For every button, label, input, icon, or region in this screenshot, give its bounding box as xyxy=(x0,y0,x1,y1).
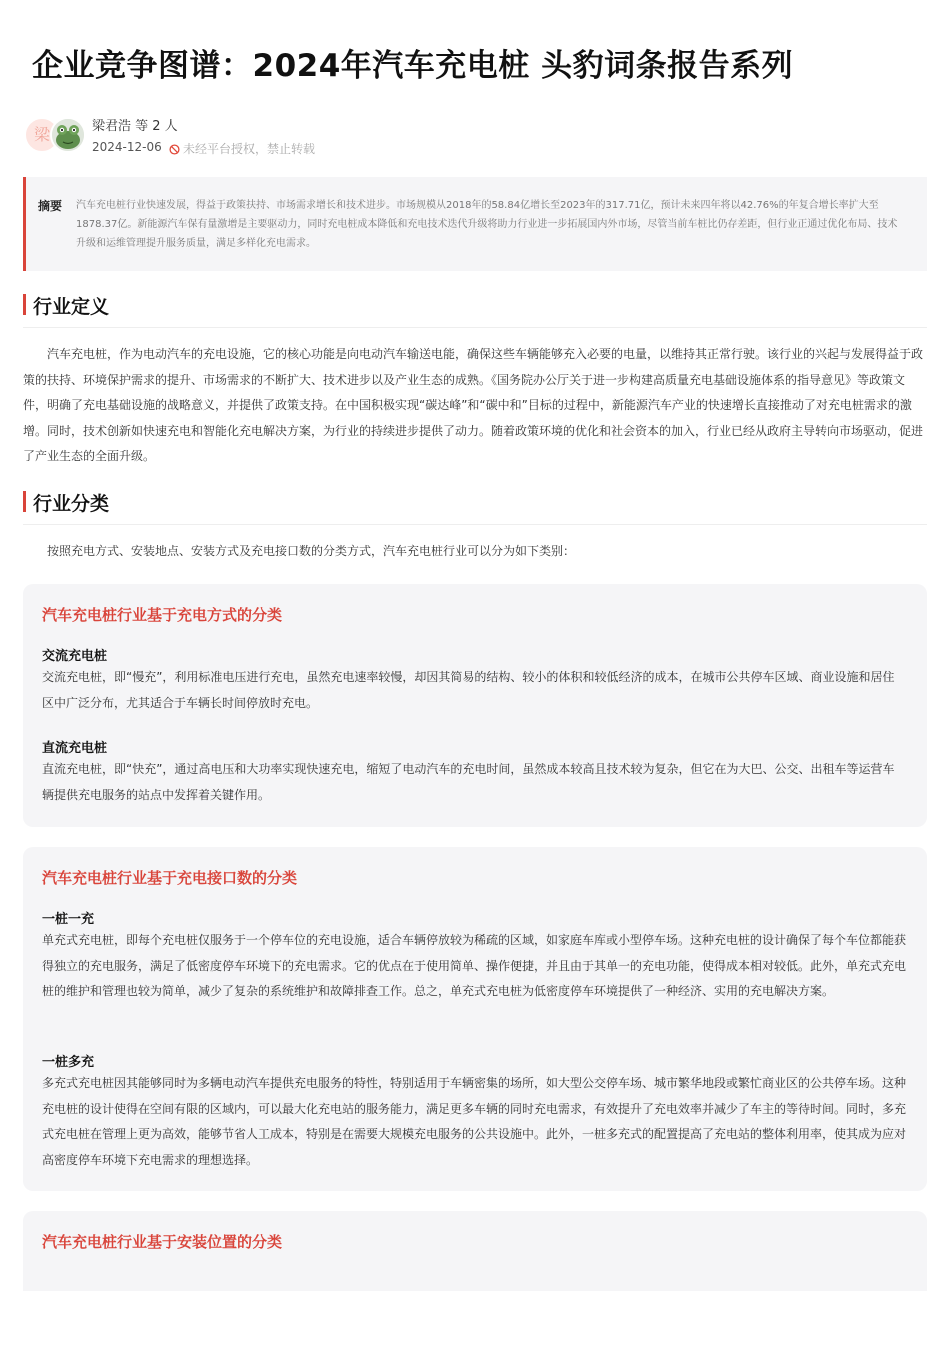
card-title: 汽车充电桩行业基于安装位置的分类 xyxy=(42,1233,283,1251)
prohibited-icon xyxy=(169,144,180,155)
item-text: 交流充电桩，即“慢充”，利用标准电压进行充电，虽然充电速率较慢，却因其简易的结构、较小的体积和较低经济的成本，在城市公共停车区域、商业设施和居住区中广泛分布，尤其适合于车辆长时间停放时充电。 xyxy=(42,670,895,710)
section-heading-definition xyxy=(23,292,927,328)
item-title: 一桩一充 xyxy=(42,912,95,927)
heading-accent-bar xyxy=(23,491,26,512)
classification-intro: 按照充电方式、安装地点、安装方式及充电接口数的分类方式，汽车充电桩行业可以分为如下类别： xyxy=(47,544,576,558)
section-title: 行业定义 xyxy=(33,296,110,318)
item-text: 直流充电桩，即“快充”，通过高电压和大功率实现快速充电，缩短了电动汽车的充电时间，虽然成本较高且技术较为复杂，但它在为大巴、公交、出租车等运营车辆提供充电服务的站点中发挥着关键作用。 xyxy=(42,762,895,802)
item-title: 交流充电桩 xyxy=(42,649,108,664)
author-names[interactable]: 梁君浩 等 2 人 xyxy=(92,119,178,134)
section-heading-classification xyxy=(23,489,927,525)
classification-card xyxy=(23,1211,927,1291)
heading-accent-bar xyxy=(23,294,26,315)
author-avatars[interactable] xyxy=(24,117,86,153)
abstract-text: 汽车充电桩行业快速发展，得益于政策扶持、市场需求增长和技术进步。市场规模从2018年的58.84亿增长至2023年的317.71亿，预计未来四年将以42.76%的年复合增长率扩大至1878.37亿。新能源汽车保有量激增是主要驱动力，同时充电桩成本降低和充电技术迭代升级将助力行业进一步拓展国内外市场，尽管当前车桩比仍存差距，但行业正通过优化布局、技术升级和运维管理提升服务质量，满足多样化充电需求。 xyxy=(76,200,898,249)
abstract-box xyxy=(23,177,927,271)
card-title: 汽车充电桩行业基于充电接口数的分类 xyxy=(42,869,298,887)
definition-paragraph: 汽车充电桩，作为电动汽车的充电设施，它的核心功能是向电动汽车输送电能，确保这些车辆能够充入必要的电量，以维持其正常行驶。该行业的兴起与发展得益于政策的扶持、环境保护需求的提升、市场需求的不断扩大、技术进步以及产业生态的成熟。《国务院办公厅关于进一步构建高质量充电基础设施体系的指导意见》等政策文件，明确了充电基础设施的战略意义，并提供了政策支持。在中国积极实现“碳达峰”和“碳中和”目标的过程中，新能源汽车产业的快速增长直接推动了对充电桩需求的激增。同时，技术创新如快速充电和智能化充电解决方案，为行业的持续进步提供了动力。随着政策环境的优化和社会资本的加入，行业已经从政府主导转向市场驱动，促进了产业生态的全面升级。 xyxy=(23,347,924,463)
abstract-label: 摘要 xyxy=(38,199,63,213)
classification-card xyxy=(23,847,927,1191)
classification-card xyxy=(23,584,927,827)
card-title: 汽车充电桩行业基于充电方式的分类 xyxy=(42,606,283,624)
item-title: 一桩多充 xyxy=(42,1055,95,1070)
item-text: 多充式充电桩因其能够同时为多辆电动汽车提供充电服务的特性，特别适用于车辆密集的场所，如大型公交停车场、城市繁华地段或繁忙商业区的公共停车场。这种充电桩的设计使得在空间有限的区域内，可以最大化充电站的服务能力，满足更多车辆的同时充电需求，有效提升了充电效率并减少了车主的等待时间。同时，多充式充电桩在管理上更为高效，能够节省人工成本，特别是在需要大规模充电服务的公共设施中。此外，一桩多充式的配置提高了充电站的整体利用率，使其成为应对高密度停车环境下充电需求的理想选择。 xyxy=(42,1076,907,1167)
item-title: 直流充电桩 xyxy=(42,741,108,756)
page-title: 企业竞争图谱：2024年汽车充电桩 头豹词条报告系列 xyxy=(32,48,794,84)
avatar-frog-icon xyxy=(50,117,86,153)
item-text: 单充式充电桩，即每个充电桩仅服务于一个停车位的充电设施，适合车辆停放较为稀疏的区域，如家庭车库或小型停车场。这种充电桩的设计确保了每个车位都能获得独立的充电服务，满足了低密度停车环境下的充电需求。它的优点在于使用简单、操作便捷，并且由于其单一的充电功能，使得成本相对较低。此外，单充式充电桩的维护和管理也较为简单，减少了复杂的系统维护和故障排查工作。总之，单充式充电桩为低密度停车环境提供了一种经济、实用的充电解决方案。 xyxy=(42,933,907,998)
avatar: 梁 xyxy=(24,117,60,153)
publish-date: 2024-12-06 xyxy=(92,140,162,154)
section-title: 行业分类 xyxy=(33,493,110,515)
copyright-notice-text: 未经平台授权，禁止转载 xyxy=(183,142,316,156)
copyright-notice xyxy=(169,140,315,157)
